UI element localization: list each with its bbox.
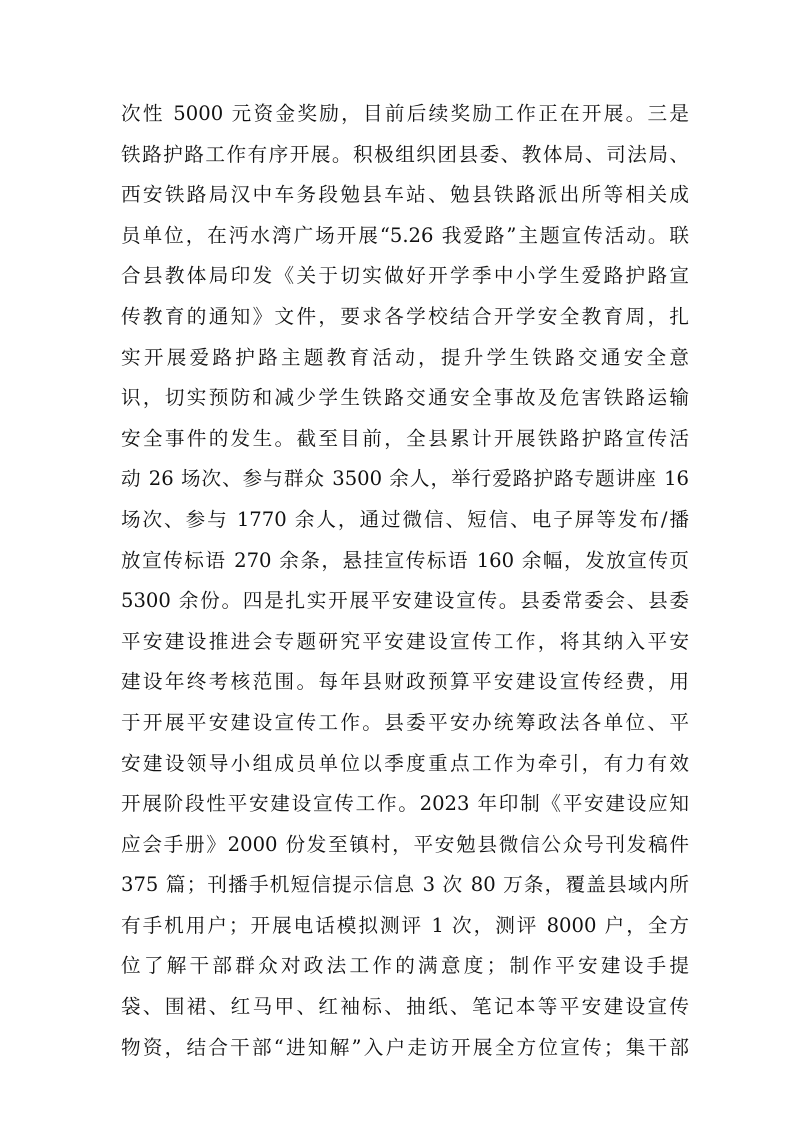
text-line: 铁路护路工作有序开展。积极组织团县委、教体局、司法局、	[121, 142, 689, 166]
text-line: 建设年终考核范围。每年县财政预算平安建设宣传经费，用	[121, 670, 689, 694]
text-line: 传教育的通知》文件，要求各学校结合开学安全教育周，扎	[121, 304, 689, 328]
text-line: 次性 5000 元资金奖励，目前后续奖励工作正在开展。三是	[121, 102, 689, 125]
text-line: 动 26 场次、参与群众 3500 余人，举行爱路护路专题讲座 16	[121, 467, 689, 491]
text-line: 员单位，在沔水湾广场开展“5.26 我爱路”主题宣传活动。联	[121, 223, 689, 247]
text-line: 西安铁路局汉中车务段勉县车站、勉县铁路派出所等相关成	[121, 183, 689, 207]
text-line: 开展阶段性平安建设宣传工作。2023 年印制《平安建设应知	[121, 792, 689, 816]
text-line: 实开展爱路护路主题教育活动，提升学生铁路交通安全意	[121, 345, 689, 369]
text-line: 应会手册》2000 份发至镇村，平安勉县微信公众号刊发稿件	[121, 832, 689, 856]
text-line: 位了解干部群众对政法工作的满意度；制作平安建设手提	[121, 954, 689, 978]
text-line: 识，切实预防和减少学生铁路交通安全事故及危害铁路运输	[121, 386, 689, 410]
text-line: 物资，结合干部“进知解”入户走访开展全方位宣传；集干部	[121, 1035, 689, 1059]
text-line: 平安建设推进会专题研究平安建设宣传工作，将其纳入平安	[121, 629, 689, 653]
text-line: 放宣传标语 270 余条，悬挂宣传标语 160 余幅，发放宣传页	[121, 548, 689, 572]
text-line: 场次、参与 1770 余人，通过微信、短信、电子屏等发布/播	[121, 507, 689, 531]
text-line: 375 篇；刊播手机短信提示信息 3 次 80 万条，覆盖县域内所	[121, 873, 689, 897]
text-line: 安全事件的发生。截至目前，全县累计开展铁路护路宣传活	[121, 426, 689, 450]
text-line: 5300 余份。四是扎实开展平安建设宣传。县委常委会、县委	[121, 589, 689, 613]
text-line: 安建设领导小组成员单位以季度重点工作为牵引，有力有效	[121, 751, 689, 775]
text-line: 合县教体局印发《关于切实做好开学季中小学生爱路护路宣	[121, 264, 689, 288]
text-line: 袋、围裙、红马甲、红袖标、抽纸、笔记本等平安建设宣传	[121, 995, 689, 1019]
text-line: 于开展平安建设宣传工作。县委平安办统筹政法各单位、平	[121, 710, 689, 734]
body-text	[121, 94, 689, 1068]
text-line: 有手机用户；开展电话模拟测评 1 次，测评 8000 户，全方	[121, 913, 689, 937]
